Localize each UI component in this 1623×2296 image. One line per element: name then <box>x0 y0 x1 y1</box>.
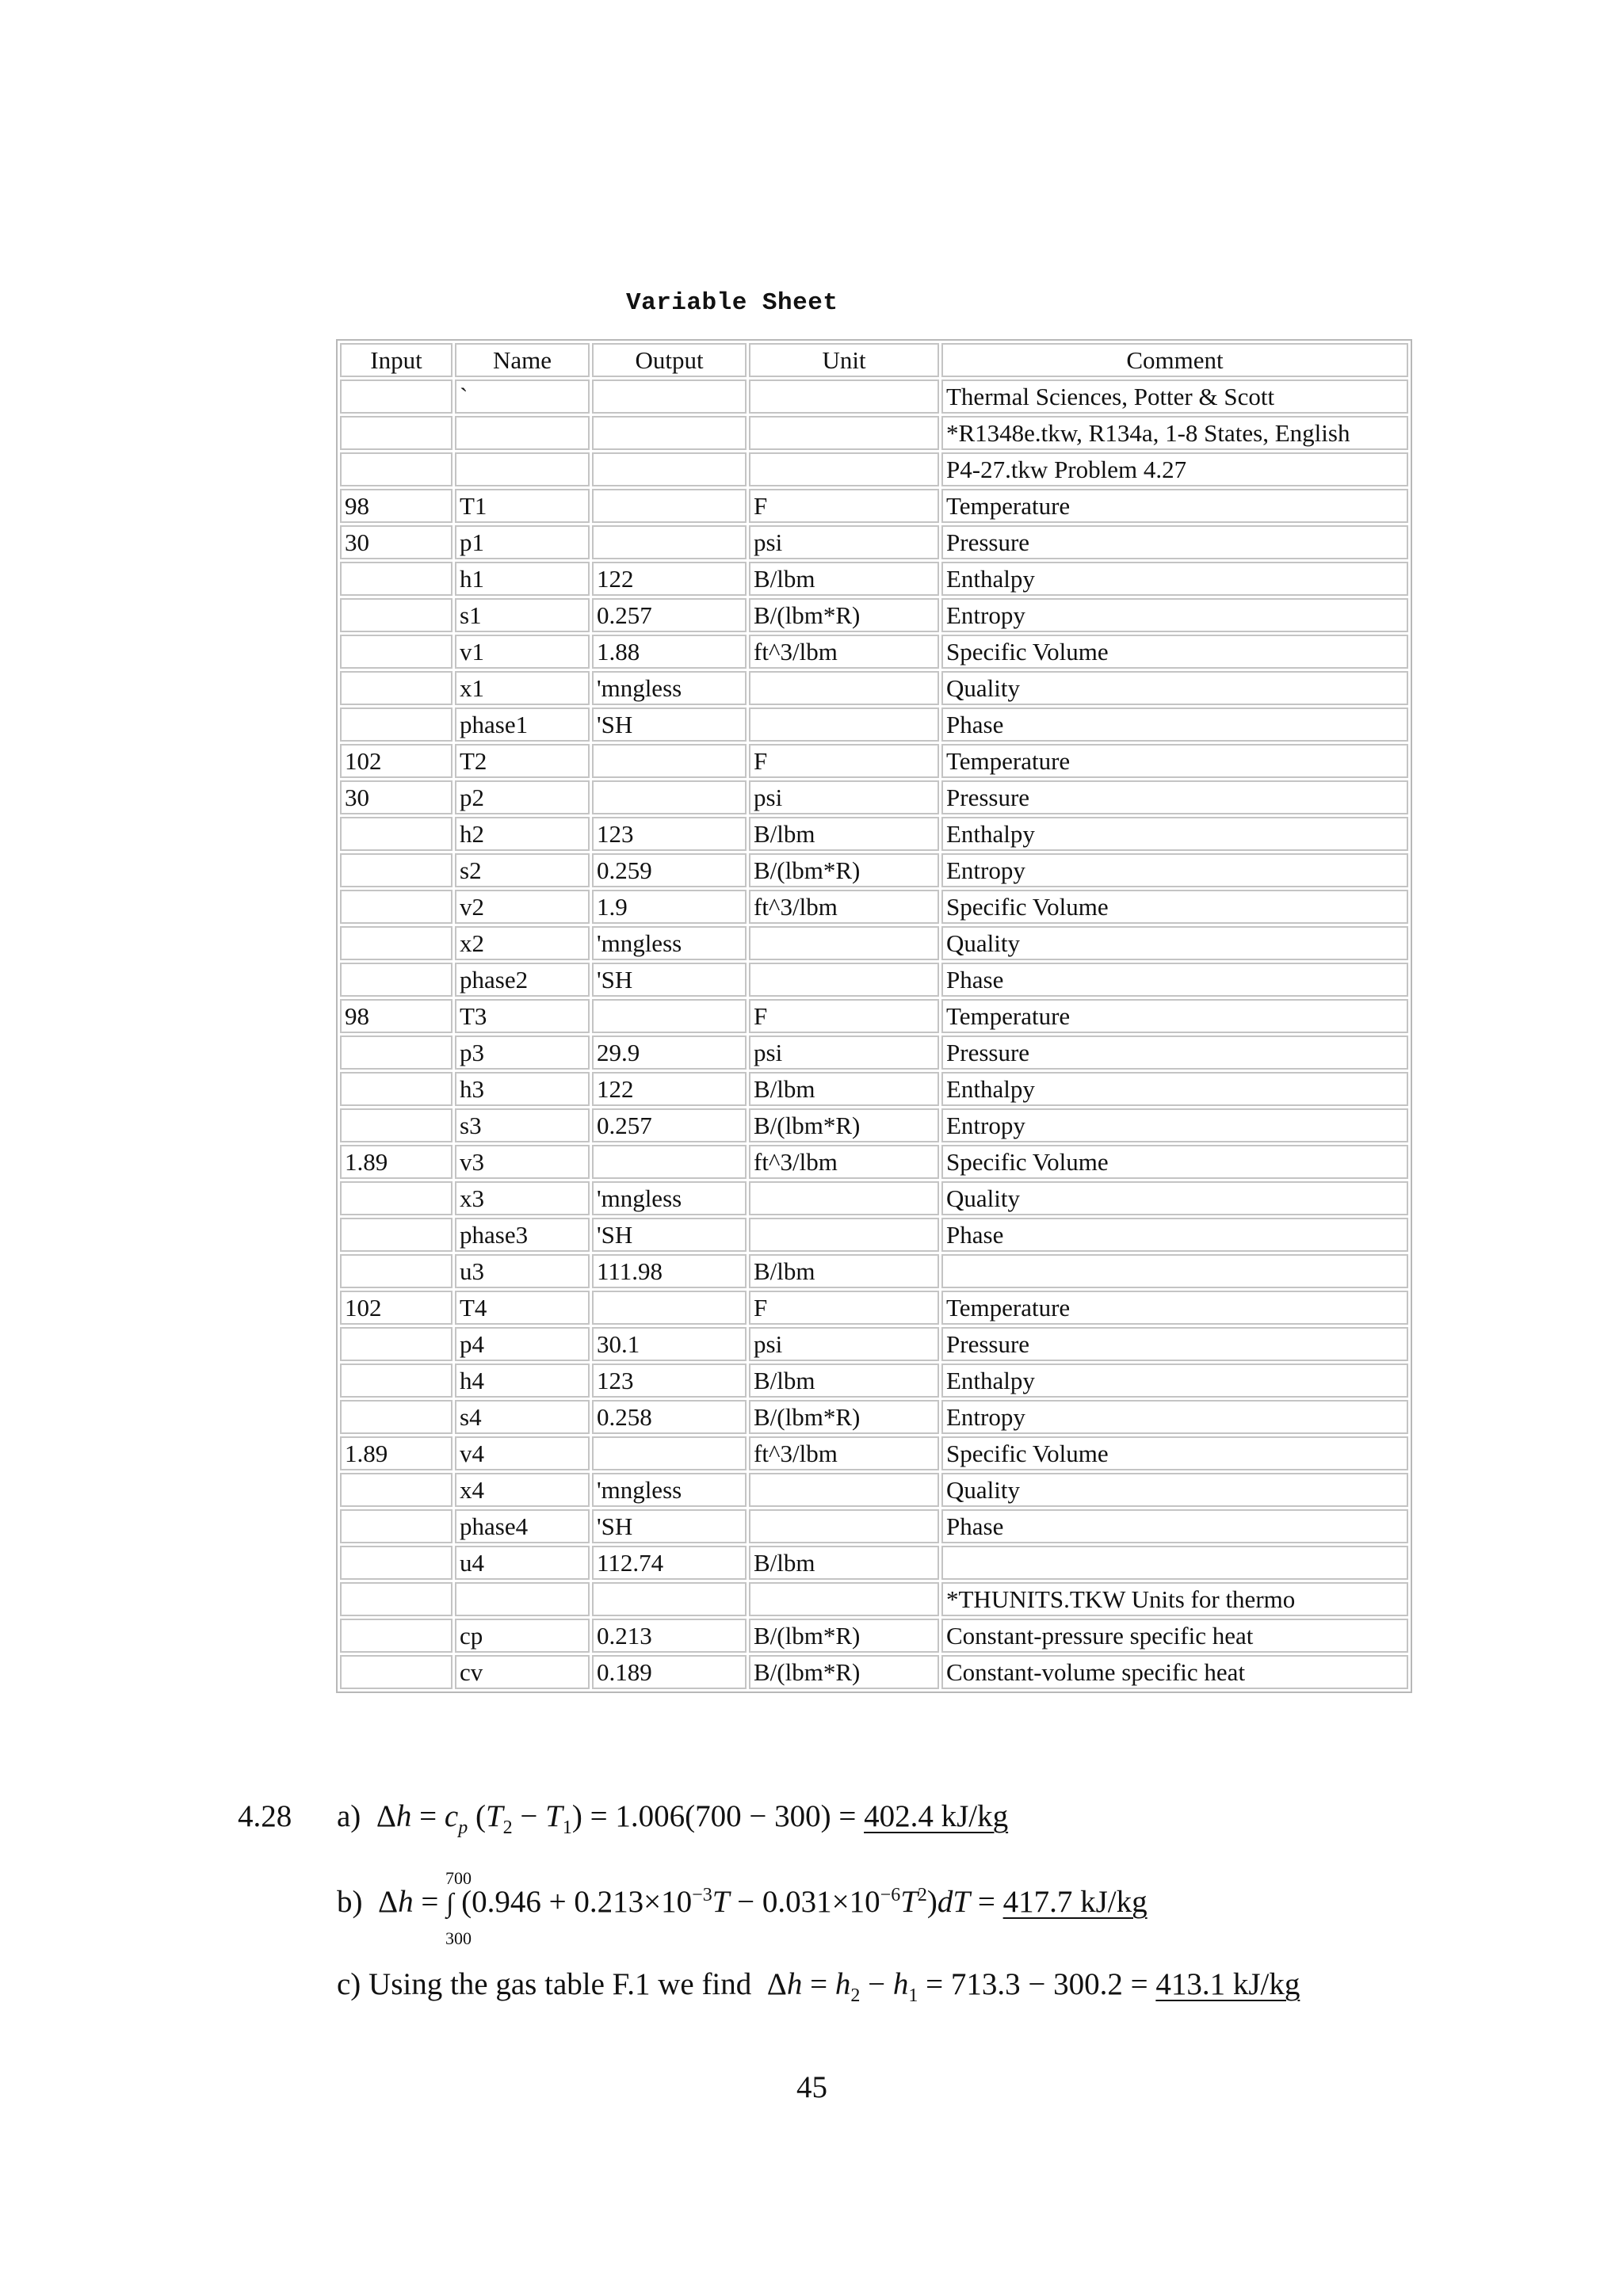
cell-comment: Thermal Sciences, Potter & Scott <box>941 379 1408 414</box>
cell-name: p2 <box>455 780 590 814</box>
cell-name <box>455 1582 590 1616</box>
cell-comment: Quality <box>941 926 1408 960</box>
table-row <box>340 671 1408 705</box>
cell-comment: Constant-volume specific heat <box>941 1655 1408 1689</box>
table-row <box>340 1363 1408 1398</box>
cell-name: phase2 <box>455 963 590 997</box>
cell-comment: Quality <box>941 671 1408 705</box>
cell-name: x1 <box>455 671 590 705</box>
table-row <box>340 707 1408 742</box>
cell-input <box>340 671 453 705</box>
table-row <box>340 1254 1408 1288</box>
cell-unit <box>749 963 939 997</box>
table-row <box>340 1145 1408 1179</box>
table-row <box>340 1546 1408 1580</box>
cell-output: 29.9 <box>592 1035 747 1070</box>
cell-unit: B/lbm <box>749 1072 939 1106</box>
cell-name: s1 <box>455 598 590 632</box>
cell-input <box>340 452 453 486</box>
cell-name: ` <box>455 379 590 414</box>
table-row <box>340 1291 1408 1325</box>
cell-input: 102 <box>340 1291 453 1325</box>
cell-output: 0.258 <box>592 1400 747 1434</box>
table-row <box>340 744 1408 778</box>
cell-output: 1.9 <box>592 890 747 924</box>
cell-input <box>340 1619 453 1653</box>
cell-unit: B/lbm <box>749 1363 939 1398</box>
cell-input: 98 <box>340 489 453 523</box>
table-row <box>340 379 1408 414</box>
cell-comment: Phase <box>941 963 1408 997</box>
cell-input <box>340 890 453 924</box>
cell-comment: Temperature <box>941 489 1408 523</box>
cell-unit: psi <box>749 780 939 814</box>
equation-b-label: b) <box>337 1885 363 1919</box>
integral-lower-limit: 300 <box>445 1928 472 1948</box>
cell-unit: psi <box>749 1327 939 1361</box>
cell-unit: ft^3/lbm <box>749 635 939 669</box>
cell-output: 'SH <box>592 1509 747 1543</box>
equation-a-result: 402.4 kJ/kg <box>864 1799 1009 1833</box>
cell-name: v2 <box>455 890 590 924</box>
cell-output <box>592 1436 747 1470</box>
cell-unit: B/(lbm*R) <box>749 1400 939 1434</box>
cell-comment: Constant-pressure specific heat <box>941 1619 1408 1653</box>
cell-unit: B/(lbm*R) <box>749 1619 939 1653</box>
cell-name: p1 <box>455 525 590 559</box>
cell-input <box>340 1327 453 1361</box>
cell-output: 'mngless <box>592 1473 747 1507</box>
cell-input: 30 <box>340 780 453 814</box>
cell-name: phase4 <box>455 1509 590 1543</box>
cell-name: x3 <box>455 1181 590 1215</box>
cell-input <box>340 1400 453 1434</box>
table-row <box>340 890 1408 924</box>
cell-unit <box>749 1181 939 1215</box>
equation-b-result: 417.7 kJ/kg <box>1002 1885 1148 1919</box>
cell-input <box>340 1108 453 1142</box>
table-row <box>340 1582 1408 1616</box>
cell-unit: F <box>749 1291 939 1325</box>
table-row <box>340 1218 1408 1252</box>
cell-output: 0.259 <box>592 853 747 887</box>
cell-name: cp <box>455 1619 590 1653</box>
cell-name: s3 <box>455 1108 590 1142</box>
cell-output: 122 <box>592 1072 747 1106</box>
cell-output <box>592 452 747 486</box>
cell-comment: Entropy <box>941 598 1408 632</box>
cell-input <box>340 562 453 596</box>
cell-unit: B/lbm <box>749 1546 939 1580</box>
cell-comment: Entropy <box>941 1108 1408 1142</box>
cell-input: 1.89 <box>340 1145 453 1179</box>
cell-output: 112.74 <box>592 1546 747 1580</box>
table-row <box>340 963 1408 997</box>
cell-output <box>592 525 747 559</box>
cell-comment: Phase <box>941 707 1408 742</box>
cell-unit: F <box>749 744 939 778</box>
cell-comment: Temperature <box>941 744 1408 778</box>
cell-input <box>340 1035 453 1070</box>
cell-output: 1.88 <box>592 635 747 669</box>
table-row <box>340 1072 1408 1106</box>
cell-unit: B/(lbm*R) <box>749 1655 939 1689</box>
cell-unit: ft^3/lbm <box>749 1436 939 1470</box>
cell-name: p3 <box>455 1035 590 1070</box>
cell-unit: B/lbm <box>749 817 939 851</box>
cell-output: 0.257 <box>592 598 747 632</box>
cell-unit: ft^3/lbm <box>749 1145 939 1179</box>
problem-number: 4.28 <box>238 1799 292 1833</box>
cell-comment: *THUNITS.TKW Units for thermo <box>941 1582 1408 1616</box>
cell-output: 123 <box>592 817 747 851</box>
cell-comment: Enthalpy <box>941 817 1408 851</box>
cell-input: 98 <box>340 999 453 1033</box>
cell-output: 'SH <box>592 707 747 742</box>
cell-input <box>340 416 453 450</box>
cell-unit: psi <box>749 525 939 559</box>
cell-input <box>340 817 453 851</box>
table-row <box>340 598 1408 632</box>
cell-unit: B/lbm <box>749 562 939 596</box>
cell-comment: Phase <box>941 1218 1408 1252</box>
cell-unit: B/lbm <box>749 1254 939 1288</box>
cell-unit: F <box>749 999 939 1033</box>
equation-b: b) Δh = ∫ $(0.946 + 0.213\times 10^{-3}T - 0.031\times 10^{-6}T^2)dT = 417.7$ kJ/kg <box>337 1885 1148 1919</box>
cell-comment: Temperature <box>941 999 1408 1033</box>
cell-name: x2 <box>455 926 590 960</box>
cell-input <box>340 1546 453 1580</box>
header-input: Input <box>340 343 453 377</box>
table-row <box>340 1509 1408 1543</box>
cell-output <box>592 1291 747 1325</box>
table-header-row <box>340 343 1408 377</box>
cell-name: u4 <box>455 1546 590 1580</box>
cell-comment: Enthalpy <box>941 562 1408 596</box>
cell-name: s2 <box>455 853 590 887</box>
cell-unit <box>749 926 939 960</box>
cell-name: v4 <box>455 1436 590 1470</box>
cell-name: phase3 <box>455 1218 590 1252</box>
cell-name: h2 <box>455 817 590 851</box>
cell-unit <box>749 379 939 414</box>
table-row <box>340 1473 1408 1507</box>
cell-name: T1 <box>455 489 590 523</box>
cell-comment: Quality <box>941 1181 1408 1215</box>
cell-output: 'SH <box>592 963 747 997</box>
cell-input <box>340 1509 453 1543</box>
cell-output <box>592 744 747 778</box>
table-row <box>340 489 1408 523</box>
cell-unit <box>749 452 939 486</box>
cell-name: s4 <box>455 1400 590 1434</box>
cell-input <box>340 1218 453 1252</box>
cell-input <box>340 379 453 414</box>
equation-c-values: = 713.3 − 300.2 = <box>926 1967 1148 2001</box>
table-row <box>340 1655 1408 1689</box>
equation-a-coef: 1.006(700 − 300) = <box>615 1799 857 1833</box>
cell-comment: Quality <box>941 1473 1408 1507</box>
cell-name: h4 <box>455 1363 590 1398</box>
cell-unit: B/(lbm*R) <box>749 1108 939 1142</box>
cell-name: h1 <box>455 562 590 596</box>
cell-comment: Enthalpy <box>941 1072 1408 1106</box>
cell-output: 111.98 <box>592 1254 747 1288</box>
table-row <box>340 416 1408 450</box>
cell-output: 123 <box>592 1363 747 1398</box>
equation-c-result: 413.1 kJ/kg <box>1155 1967 1300 2001</box>
cell-comment: Pressure <box>941 1327 1408 1361</box>
cell-name: T3 <box>455 999 590 1033</box>
cell-output <box>592 1145 747 1179</box>
cell-output: 'mngless <box>592 671 747 705</box>
cell-name <box>455 416 590 450</box>
cell-output: 0.257 <box>592 1108 747 1142</box>
cell-unit <box>749 1582 939 1616</box>
cell-comment <box>941 1546 1408 1580</box>
cell-output <box>592 489 747 523</box>
cell-output: 0.213 <box>592 1619 747 1653</box>
cell-name <box>455 452 590 486</box>
cell-name: u3 <box>455 1254 590 1288</box>
variable-table <box>336 339 1412 1693</box>
cell-name: p4 <box>455 1327 590 1361</box>
cell-output: 'mngless <box>592 1181 747 1215</box>
header-name: Name <box>455 343 590 377</box>
cell-output: 30.1 <box>592 1327 747 1361</box>
cell-comment: P4-27.tkw Problem 4.27 <box>941 452 1408 486</box>
cell-unit <box>749 1509 939 1543</box>
table-row <box>340 1436 1408 1470</box>
cell-name: x4 <box>455 1473 590 1507</box>
cell-comment: Specific Volume <box>941 890 1408 924</box>
cell-output <box>592 999 747 1033</box>
cell-name: v1 <box>455 635 590 669</box>
cell-unit: B/(lbm*R) <box>749 853 939 887</box>
cell-output: 122 <box>592 562 747 596</box>
cell-name: h3 <box>455 1072 590 1106</box>
cell-input <box>340 1254 453 1288</box>
table-row <box>340 1108 1408 1142</box>
cell-comment: Temperature <box>941 1291 1408 1325</box>
cell-unit: F <box>749 489 939 523</box>
table-row <box>340 817 1408 851</box>
table-row <box>340 562 1408 596</box>
header-comment: Comment <box>941 343 1408 377</box>
cell-input <box>340 853 453 887</box>
table-row <box>340 853 1408 887</box>
table-row <box>340 1035 1408 1070</box>
cell-input: 102 <box>340 744 453 778</box>
cell-input: 30 <box>340 525 453 559</box>
cell-name: T4 <box>455 1291 590 1325</box>
cell-input <box>340 1181 453 1215</box>
cell-output: 0.189 <box>592 1655 747 1689</box>
cell-output <box>592 416 747 450</box>
cell-name: T2 <box>455 744 590 778</box>
cell-comment: Entropy <box>941 1400 1408 1434</box>
table-row <box>340 452 1408 486</box>
table-row <box>340 635 1408 669</box>
cell-name: v3 <box>455 1145 590 1179</box>
equation-c-text: c) Using the gas table F.1 we find <box>337 1967 752 2001</box>
cell-input <box>340 1582 453 1616</box>
header-unit: Unit <box>749 343 939 377</box>
cell-input <box>340 1363 453 1398</box>
cell-comment: Pressure <box>941 525 1408 559</box>
cell-output: 'SH <box>592 1218 747 1252</box>
cell-input: 1.89 <box>340 1436 453 1470</box>
table-row <box>340 780 1408 814</box>
table-row <box>340 525 1408 559</box>
cell-input <box>340 1655 453 1689</box>
table-row <box>340 1327 1408 1361</box>
cell-name: phase1 <box>455 707 590 742</box>
table-row <box>340 1181 1408 1215</box>
cell-unit <box>749 707 939 742</box>
cell-input <box>340 926 453 960</box>
cell-output: 'mngless <box>592 926 747 960</box>
page-number: 45 <box>796 2070 827 2104</box>
table-row <box>340 1400 1408 1434</box>
cell-input <box>340 635 453 669</box>
cell-comment: *R1348e.tkw, R134a, 1-8 States, English <box>941 416 1408 450</box>
cell-comment: Specific Volume <box>941 1436 1408 1470</box>
cell-comment: Phase <box>941 1509 1408 1543</box>
header-output: Output <box>592 343 747 377</box>
table-row <box>340 1619 1408 1653</box>
cell-comment: Specific Volume <box>941 635 1408 669</box>
equation-a-label: a) <box>337 1799 361 1833</box>
cell-comment: Pressure <box>941 1035 1408 1070</box>
table-row <box>340 999 1408 1033</box>
sheet-title: Variable Sheet <box>626 289 838 317</box>
cell-unit <box>749 416 939 450</box>
equation-a: a) $\Delta h = c_p$ $(T_2 - T_1) = 1.006(700 - 300) = 402.4$ kJ/kg <box>337 1799 1009 1838</box>
cell-comment <box>941 1254 1408 1288</box>
equation-c: c) Using the gas table F.1 we find $\Delta h = h_2 - h_1 = 713.3 - 300.2 = 413.1$ kJ/kg <box>337 1967 1300 2006</box>
cell-comment: Enthalpy <box>941 1363 1408 1398</box>
cell-name: cv <box>455 1655 590 1689</box>
cell-unit: ft^3/lbm <box>749 890 939 924</box>
cell-unit: psi <box>749 1035 939 1070</box>
cell-input <box>340 707 453 742</box>
table-row <box>340 926 1408 960</box>
cell-input <box>340 1072 453 1106</box>
cell-unit: B/(lbm*R) <box>749 598 939 632</box>
cell-output <box>592 379 747 414</box>
cell-unit <box>749 1473 939 1507</box>
cell-input <box>340 1473 453 1507</box>
integral-upper-limit: 700 <box>445 1868 472 1888</box>
cell-comment: Entropy <box>941 853 1408 887</box>
cell-output <box>592 780 747 814</box>
cell-comment: Pressure <box>941 780 1408 814</box>
cell-output <box>592 1582 747 1616</box>
cell-unit <box>749 1218 939 1252</box>
cell-comment: Specific Volume <box>941 1145 1408 1179</box>
cell-input <box>340 598 453 632</box>
cell-input <box>340 963 453 997</box>
cell-unit <box>749 671 939 705</box>
